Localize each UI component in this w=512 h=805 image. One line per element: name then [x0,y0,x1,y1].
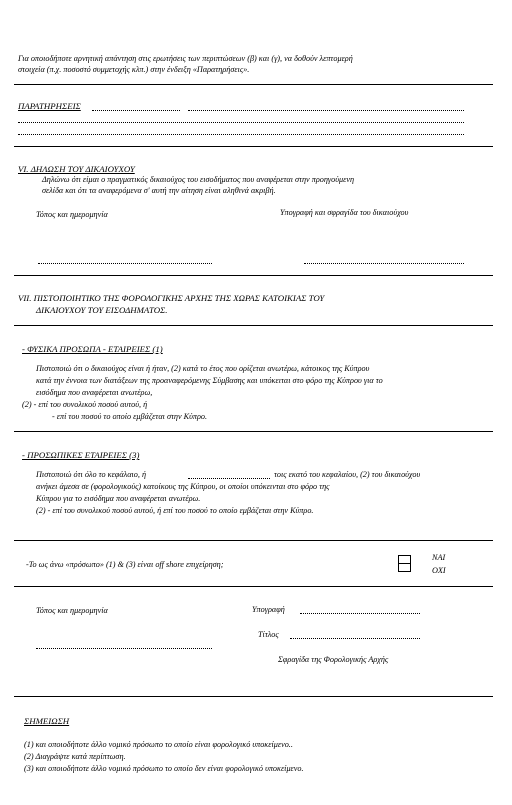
authority-signature-field[interactable] [300,613,420,614]
authority-signature-label: Υπογραφή [252,605,285,614]
natural-persons-option-1: (2) - επί του συνολικού ποσού αυτού, ή [22,400,148,409]
divider [14,696,493,697]
natural-persons-line-1: Πιστοποιώ ότι ο δικαιούχος είναι ή ήταν, (2) κατά το έτος που ορίζεται ανωτέρω, κάτοικος της Κύπρου [36,364,370,373]
note-item-1: (1) και οποιοδήποτε άλλο νομικό πρόσωπο το οποίο είναι φορολογικό υποκείμενο.. [24,740,293,749]
note-item-2: (2) Διαγράψτε κατά περίπτωση. [24,752,126,761]
authority-title-label: Τίτλος [258,630,279,639]
capital-percent-field[interactable] [188,478,270,479]
signature-field[interactable] [304,263,464,264]
authority-title-field[interactable] [290,638,420,639]
section-vi-heading: VI. ΔΗΛΩΣΗ ΤΟΥ ΔΙΚΑΙΟΥΧΟΥ [18,164,135,174]
no-label: ΟΧΙ [432,566,446,575]
companies-line-1a: Πιστοποιώ ότι όλο το κεφάλαιο, ή [36,470,147,479]
section-vii-heading-2: ΔΙΚΑΙΟΥΧΟΥ ΤΟΥ ΕΙΣΟΔΗΜΑΤΟΣ. [36,305,168,315]
offshore-question: -Το ως άνω «πρόσωπο» (1) & (3) είναι off shore επιχείρηση; [26,560,224,569]
observations-field-2[interactable] [18,122,464,123]
natural-persons-line-2: κατά την έννοια των διατάξεων της προαναφερόμενης Σύμβασης και υπόκειται στο φόρο της Κύπρου για το [36,376,383,385]
divider [14,275,493,276]
companies-line-4: (2) - επί του συνολικού ποσού αυτού, ή επί του ποσού το οποίο εμβάζεται στην Κύπρο. [36,506,314,515]
divider [14,146,493,147]
section-vi-line-2: σελίδα και ότι τα αναφερόμενα σ' αυτή την αίτηση είναι αληθινά ακριβή. [42,186,276,195]
observations-field-3[interactable] [18,134,464,135]
natural-persons-option-2: - επί του ποσού το οποίο εμβάζεται στην Κύπρο. [52,412,208,421]
intro-line-1: Για οποιοδήποτε αρνητική απάντηση στις ερωτήσεις των περιπτώσεων (β) και (γ), να δοθούν λεπτομερή [18,54,353,63]
authority-place-date-field[interactable] [36,648,212,649]
authority-place-date-label: Τόπος και ημερομηνία [36,606,108,615]
companies-line-2: ανήκει άμεσα σε (φορολογικούς) κατοίκους της Κύπρου, οι οποίοι υπόκεινται στο φόρο της [36,482,330,491]
natural-persons-line-3: εισόδημα που αναφέρεται ανωτέρω, [36,388,153,397]
divider [14,586,493,587]
observations-field-1b[interactable] [188,110,464,111]
observations-field-1a[interactable] [92,110,180,111]
companies-line-1b: τοις εκατό του κεφαλαίου, (2) του δικαιούχου [274,470,421,479]
divider [14,540,493,541]
yes-no-checkbox[interactable] [398,555,411,572]
divider [14,431,493,432]
natural-persons-heading: - ΦΥΣΙΚΑ ΠΡΟΣΩΠΑ - ΕΤΑΙΡΕΙΕΣ (1) [22,344,163,354]
note-heading: ΣΗΜΕΙΩΣΗ [24,716,70,726]
divider [14,84,493,85]
signature-label: Υπογραφή και σφραγίδα του δικαιούχου [280,208,409,217]
intro-line-2: στοιχεία (π.χ. ποσοστό συμμετοχής κλπ.) στην ένδειξη «Παρατηρήσεις». [18,65,250,74]
place-date-label: Τόπος και ημερομηνία [36,210,108,219]
companies-line-3: Κύπρου για το εισόδημα που αναφέρεται ανωτέρω. [36,494,201,503]
divider [14,325,493,326]
authority-stamp-label: Σφραγίδα της Φορολογικής Αρχής [278,655,389,664]
note-item-3: (3) και οποιοδήποτε άλλο νομικό πρόσωπο το οποίο δεν είναι φορολογικό υποκείμενο. [24,764,304,773]
section-vii-heading-1: VII. ΠΙΣΤΟΠΟΙΗΤΙΚΟ ΤΗΣ ΦΟΡΟΛΟΓΙΚΗΣ ΑΡΧΗΣ ΤΗΣ ΧΩΡΑΣ ΚΑΤΟΙΚΙΑΣ ΤΟΥ [18,293,325,303]
observations-label: ΠΑΡΑΤΗΡΗΣΕΙΣ [18,101,81,111]
yes-label: ΝΑΙ [432,553,446,562]
companies-heading: - ΠΡΟΣΩΠΙΚΕΣ ΕΤΑΙΡΕΙΕΣ (3) [22,450,140,460]
place-date-field[interactable] [38,263,212,264]
section-vi-line-1: Δηλώνω ότι είμαι ο πραγματικός δικαιούχος του εισοδήματος που αναφέρεται στην προηγούμενη [42,175,355,184]
